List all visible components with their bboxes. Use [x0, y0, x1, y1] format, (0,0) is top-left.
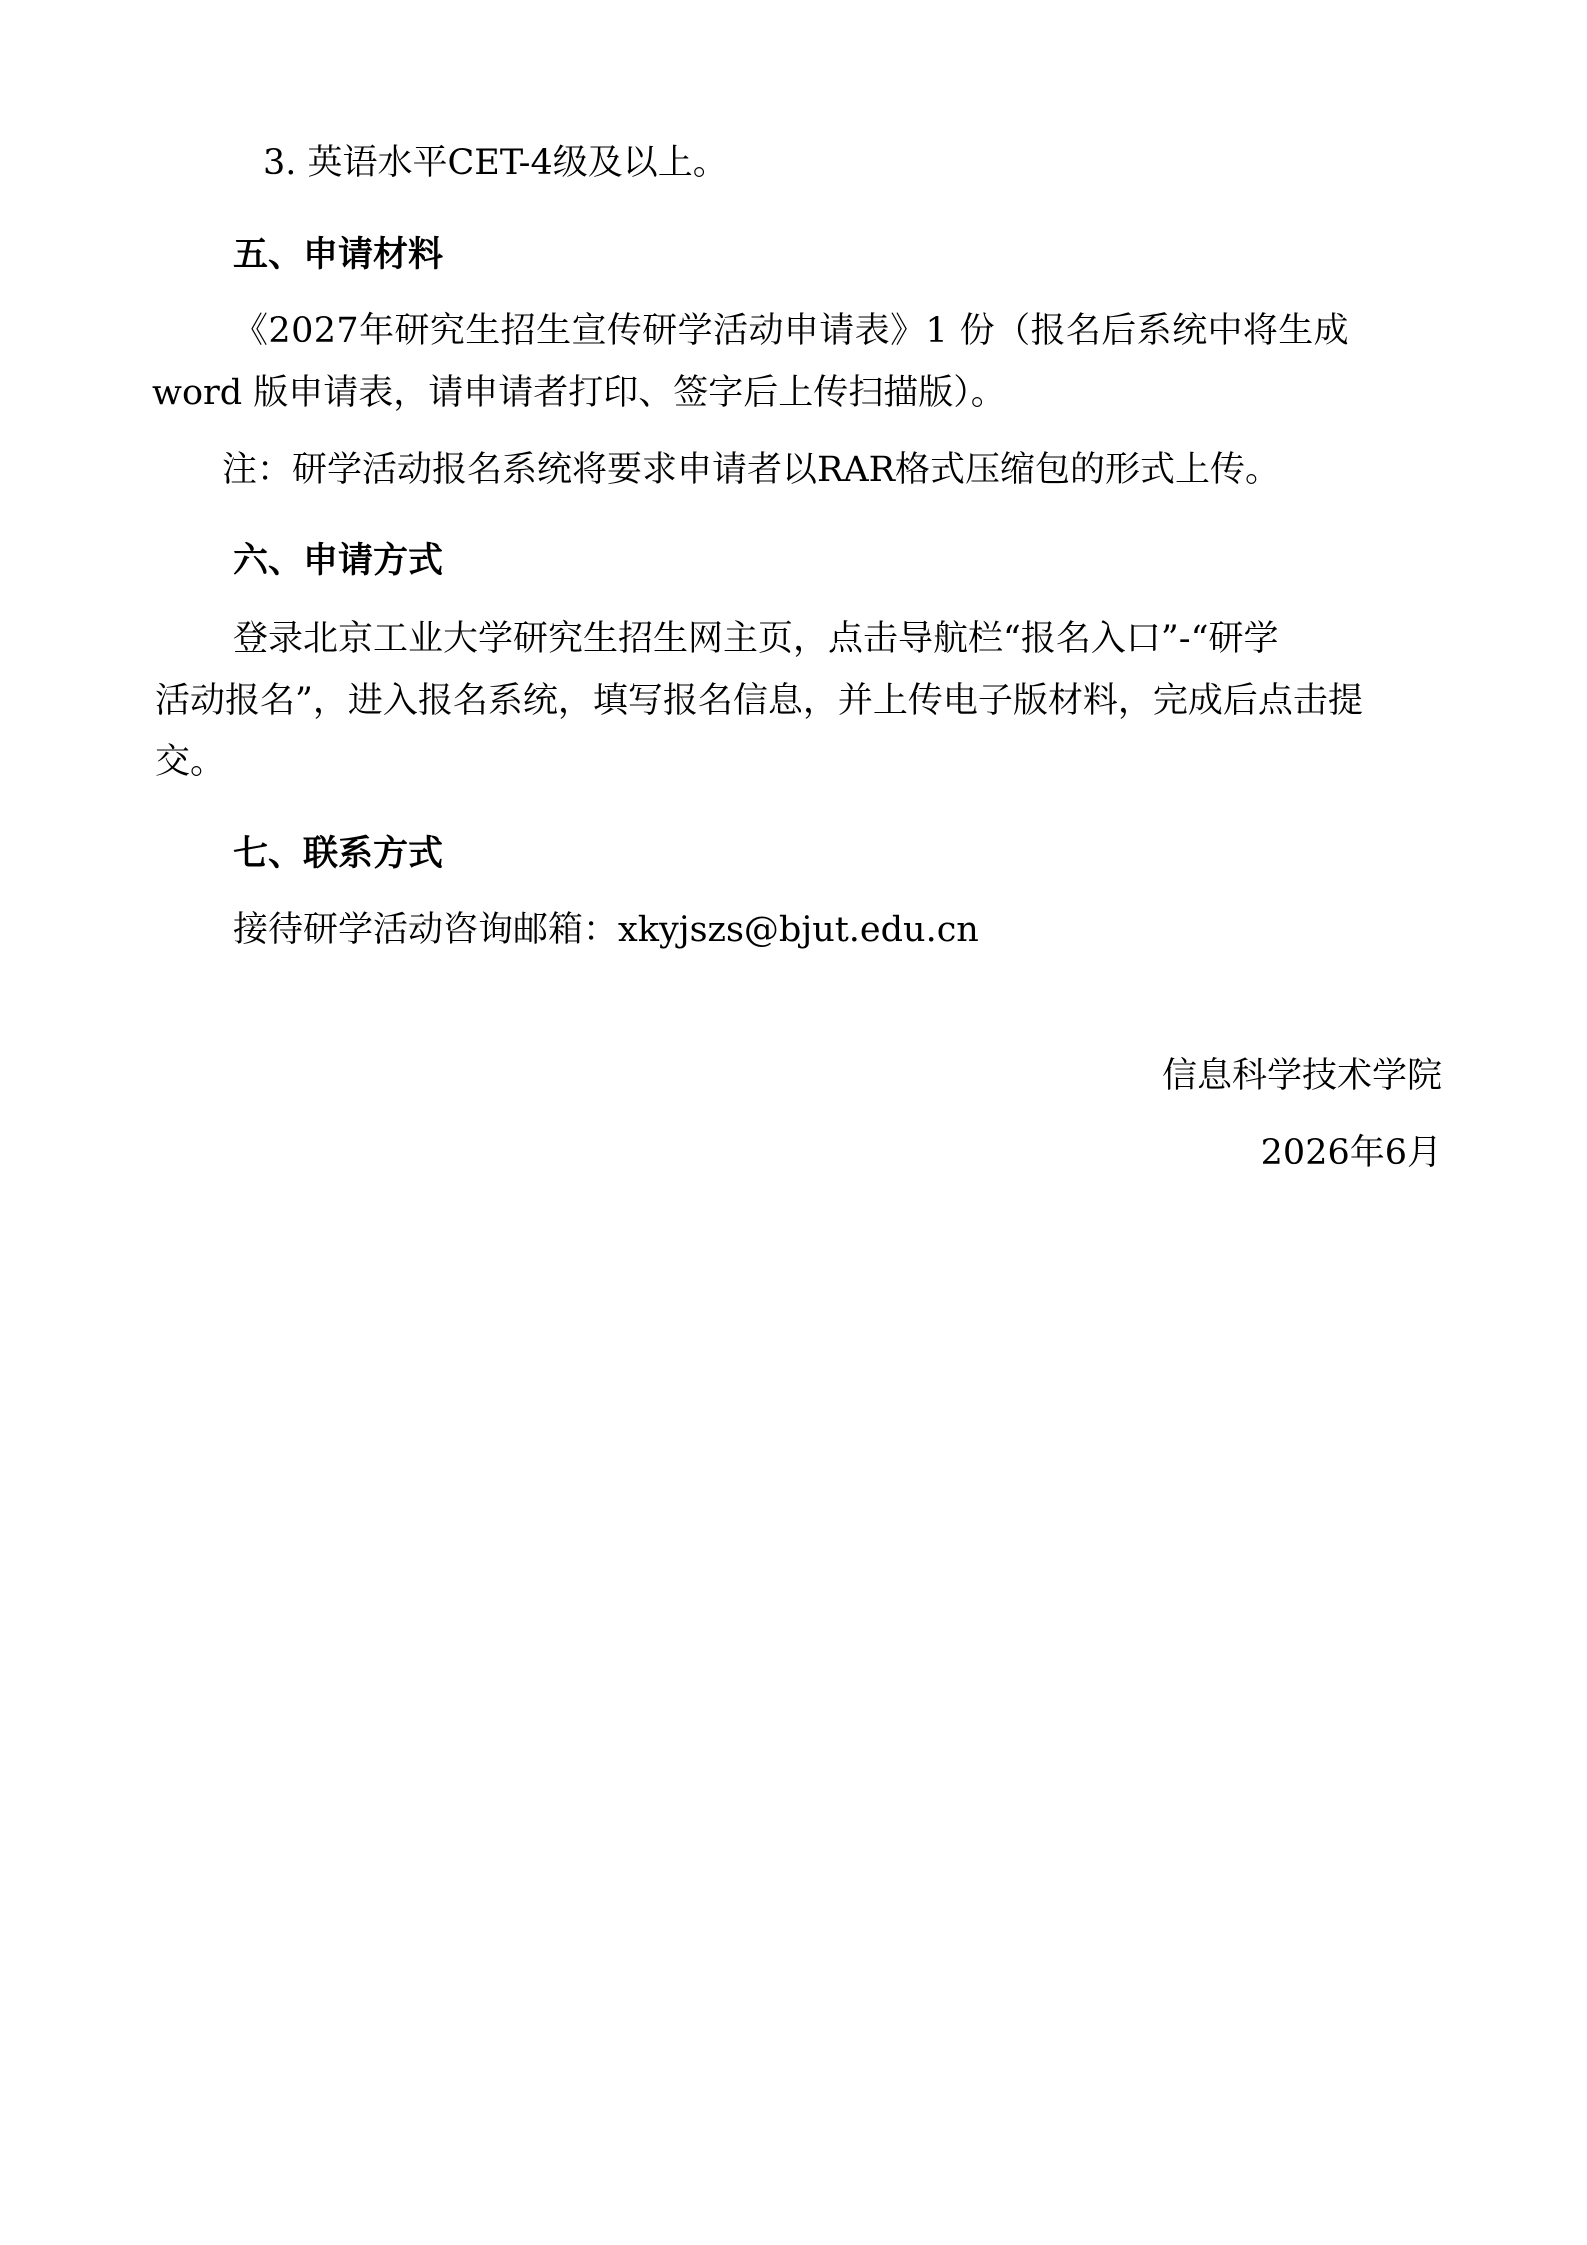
requirement-item-3: 3. 英语水平CET-4级及以上。	[263, 143, 728, 183]
signature-date: 2026年6月	[1260, 1133, 1442, 1173]
materials-paragraph-line-2: word 版申请表，请申请者打印、签字后上传扫描版）。	[152, 373, 1006, 413]
section-heading-method: 六、申请方式	[233, 540, 444, 581]
materials-note: 注：研学活动报名系统将要求申请者以RAR格式压缩包的形式上传。	[222, 450, 1280, 490]
materials-paragraph-line-1: 《2027年研究生招生宣传研学活动申请表》1 份（报名后系统中将生成	[233, 311, 1350, 351]
contact-email-line: 接待研学活动咨询邮箱：xkyjszs@bjut.edu.cn	[233, 910, 979, 950]
method-paragraph-line-3: 交。	[155, 742, 226, 782]
section-heading-materials: 五、申请材料	[233, 234, 444, 275]
method-paragraph-line-1: 登录北京工业大学研究生招生网主页，点击导航栏“报名入口”-“研学	[233, 619, 1279, 659]
signature-organization: 信息科学技术学院	[1161, 1056, 1442, 1096]
section-heading-contact: 七、联系方式	[233, 833, 444, 874]
method-paragraph-line-2: 活动报名”，进入报名系统，填写报名信息，并上传电子版材料，完成后点击提	[155, 681, 1363, 721]
